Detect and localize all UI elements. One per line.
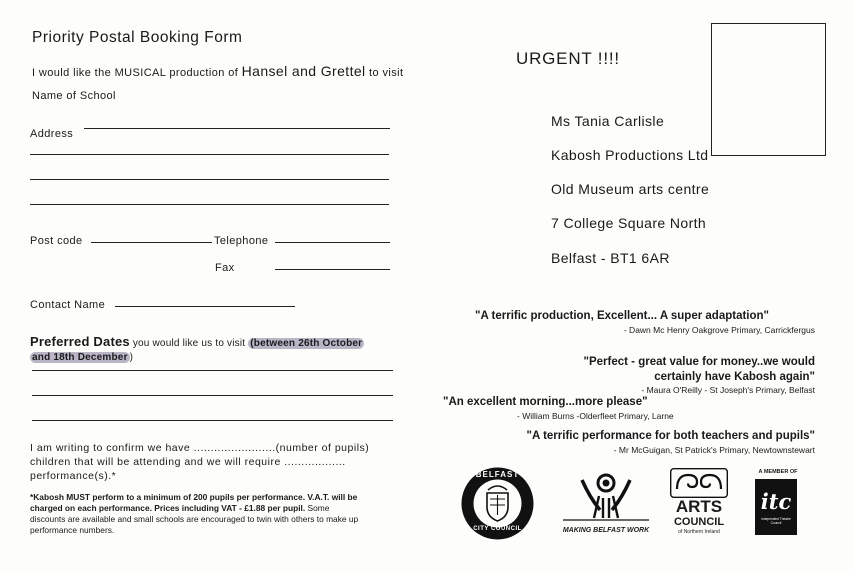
confirm-line-3: performance(s).* bbox=[30, 470, 117, 482]
address-line-3[interactable] bbox=[30, 179, 389, 180]
dates-line-2[interactable] bbox=[32, 395, 393, 396]
dates-line-1[interactable] bbox=[32, 370, 393, 371]
confirm-line-2: children that will be attending and we will require .................. bbox=[30, 456, 346, 468]
testimonial-2-quote bbox=[440, 355, 815, 385]
postcode-label: Post code bbox=[30, 235, 83, 247]
address-line-company: Kabosh Productions Ltd bbox=[551, 147, 709, 163]
footnote-line-2-rest: Some bbox=[307, 503, 330, 513]
footnote-line-1: *Kabosh MUST perform to a minimum of 200 pupils per performance. V.A.T. will be bbox=[30, 492, 358, 502]
testimonial-1-source: - Dawn Mc Henry Oakgrove Primary, Carrickfergus bbox=[623, 325, 815, 335]
testimonial-2-quote-line-2: certainly have Kabosh again" bbox=[654, 371, 815, 383]
footnote-line-2-bold: charged on each performance. Prices including VAT - £1.88 per pupil. bbox=[30, 503, 306, 513]
address-line-2[interactable] bbox=[30, 154, 389, 155]
telephone-label: Telephone bbox=[214, 235, 269, 247]
itc-mark: itc bbox=[760, 489, 792, 514]
postcode-line[interactable] bbox=[91, 242, 212, 243]
contact-line[interactable] bbox=[115, 306, 295, 307]
belfast-city-council-logo bbox=[460, 466, 535, 541]
testimonial-2-quote-line-1: "Perfect - great value for money..we would bbox=[583, 356, 815, 368]
fax-line[interactable] bbox=[275, 269, 390, 270]
testimonial-3-quote: "An excellent morning...more please" bbox=[443, 396, 648, 408]
fax-label: Fax bbox=[215, 262, 235, 274]
preferred-dates bbox=[30, 335, 400, 365]
testimonial-4-quote: "A terrific performance for both teachers and pupils" bbox=[526, 430, 815, 442]
dates-highlight-2: and 18th December bbox=[32, 352, 128, 363]
urgent-label: URGENT !!!! bbox=[516, 49, 620, 68]
dates-close: ) bbox=[129, 352, 134, 363]
address-line-street: 7 College Square North bbox=[551, 215, 707, 231]
arts-spiral-icon bbox=[670, 468, 728, 498]
belfast-logo-top: BELFAST bbox=[475, 470, 520, 479]
footnote-line-3: discounts are available and small schools are encouraged to twin with others to make up bbox=[30, 514, 359, 524]
telephone-line[interactable] bbox=[275, 242, 390, 243]
footnote-line-2 bbox=[30, 503, 410, 514]
confirm-line-1: I am writing to confirm we have ........................(number of pupils) bbox=[30, 442, 370, 454]
intro-suffix: to visit bbox=[369, 67, 404, 79]
intro-prefix: I would like the MUSICAL production of bbox=[32, 67, 239, 79]
address-line-name: Ms Tania Carlisle bbox=[551, 113, 665, 129]
stamp-box bbox=[711, 23, 826, 156]
arts-council-logo bbox=[665, 468, 733, 540]
itc-member-label: A MEMBER OF bbox=[758, 469, 798, 475]
testimonial-4-source: - Mr McGuigan, St Patrick's Primary, Newtownstewart bbox=[613, 445, 815, 455]
contact-label: Contact Name bbox=[30, 299, 106, 311]
testimonial-3-source: - William Burns -Olderfleet Primary, Larne bbox=[517, 411, 674, 421]
belfast-logo-bottom: CITY COUNCIL bbox=[473, 526, 522, 532]
itc-sub: Independent Theatre Council bbox=[761, 517, 791, 525]
dates-text: you would like us to visit bbox=[132, 338, 246, 349]
dates-highlight-1: (between 26th October bbox=[250, 338, 363, 349]
arts-line-3: of Northern Ireland bbox=[678, 529, 720, 535]
form-title: Priority Postal Booking Form bbox=[32, 29, 243, 46]
footnote bbox=[30, 492, 410, 536]
mbw-caption: MAKING BELFAST WORK bbox=[562, 527, 650, 534]
address-line-venue: Old Museum arts centre bbox=[551, 181, 710, 197]
dates-line-3[interactable] bbox=[32, 420, 393, 421]
address-line-1[interactable] bbox=[84, 128, 390, 129]
address-label: Address bbox=[30, 128, 74, 140]
confirm-text bbox=[30, 441, 400, 483]
form-intro bbox=[32, 63, 403, 79]
testimonial-1-quote: "A terrific production, Excellent... A super adaptation" bbox=[475, 310, 769, 322]
dates-heading: Preferred Dates bbox=[30, 334, 130, 349]
itc-logo bbox=[755, 479, 797, 535]
testimonial-2-source: - Maura O'Reilly - St Joseph's Primary, Belfast bbox=[641, 385, 815, 395]
arts-line-2: COUNCIL bbox=[673, 516, 725, 528]
making-belfast-work-logo bbox=[559, 470, 653, 540]
school-label: Name of School bbox=[32, 90, 116, 102]
mbw-figures-icon bbox=[559, 470, 653, 526]
address-line-city: Belfast - BT1 6AR bbox=[551, 250, 670, 266]
address-line-4[interactable] bbox=[30, 204, 389, 205]
show-name: Hansel and Grettel bbox=[241, 63, 366, 79]
arts-line-1: ARTS bbox=[675, 497, 723, 516]
footnote-line-4: performance numbers. bbox=[30, 525, 115, 535]
